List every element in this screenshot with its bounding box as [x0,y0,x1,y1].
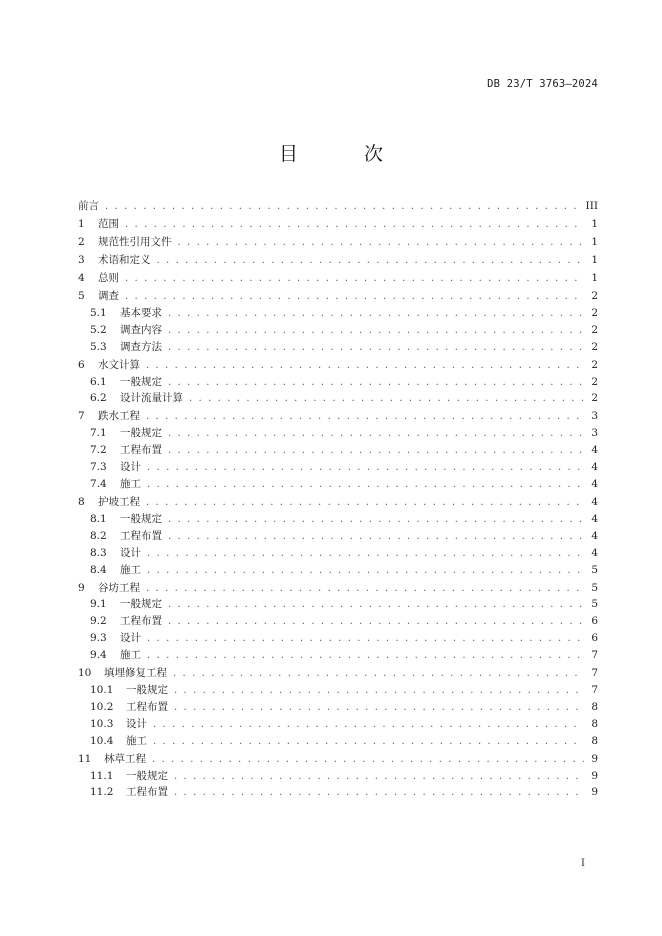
toc-entry[interactable] [78,786,598,799]
toc-entry[interactable] [78,307,598,320]
toc-entry-number: 10.4 [90,734,114,747]
dot-leader [147,564,584,577]
toc-entry[interactable] [78,735,598,748]
toc-entry-number: 3 [78,254,85,266]
toc-entry-page: 4 [591,529,598,542]
toc-entry-label: 施工 [126,734,147,747]
dot-leader [146,582,584,595]
toc-entry-page: 9 [591,786,598,799]
toc-entry[interactable] [78,324,598,337]
toc-entry[interactable] [78,564,598,577]
toc-entry-number: 8.4 [90,563,107,576]
toc-entry-page: 1 [591,218,598,230]
toc-entry[interactable] [78,582,598,595]
toc-entry[interactable] [78,427,598,440]
toc-entry-label: 前言 [78,200,99,212]
dot-leader [152,753,584,766]
dot-leader [168,615,584,628]
dot-leader [174,684,584,697]
dot-leader [147,478,584,491]
toc-entry-page: 5 [591,563,598,576]
dot-leader [146,359,584,372]
toc-entry-label: 设计 [120,461,141,474]
toc-entry-page: 1 [591,236,598,248]
toc-entry-number: 5.1 [90,306,107,319]
dot-leader [147,461,584,474]
toc-entry-label: 一般规定 [120,512,162,525]
toc-entry-number: 9.3 [90,632,107,645]
toc-entry[interactable] [78,341,598,354]
toc-entry[interactable] [78,615,598,628]
toc-entry-label: 一般规定 [126,769,168,782]
toc-entry[interactable] [78,718,598,731]
toc-entry-page: 9 [591,769,598,782]
dot-leader [168,427,584,440]
dot-leader [173,667,584,680]
toc-entry[interactable] [78,200,598,213]
toc-entry-label: 工程布置 [120,615,162,628]
toc-entry-number: 5 [78,290,85,302]
toc-entry-number: 7.2 [90,444,107,457]
toc-entry-number: 4 [78,272,85,284]
toc-entry-label: 林草工程 [104,752,146,765]
toc-entry-label: 基本要求 [120,306,162,319]
dot-leader [178,236,585,249]
dot-leader [174,786,584,799]
toc-entry[interactable] [78,218,598,231]
toc-entry-label: 工程布置 [126,700,168,713]
toc-entry-page: III [585,200,598,212]
toc-entry-number: 8.3 [90,546,107,559]
dot-leader [146,410,584,423]
dot-leader [125,218,584,231]
toc-entry-number: 9.2 [90,615,107,628]
toc-entry-number: 10.2 [90,700,114,713]
dot-leader [168,307,584,320]
dot-leader [147,632,584,645]
toc-entry[interactable] [78,359,598,372]
toc-entry-label: 总则 [98,272,119,284]
toc-entry-number: 7.1 [90,427,107,440]
toc-entry-label: 施工 [120,478,141,491]
toc-entry[interactable] [78,513,598,526]
toc-entry-number: 11.2 [90,786,114,799]
toc-entry-page: 9 [591,752,598,765]
page-number: I [581,858,585,869]
toc-entry-label: 施工 [120,563,141,576]
dot-leader [147,547,584,560]
dot-leader [168,530,584,543]
toc-entry-number: 6 [78,358,85,371]
toc-entry-page: 2 [591,392,598,405]
toc-entry[interactable] [78,770,598,783]
toc-entry[interactable] [78,392,598,405]
dot-leader [125,290,584,303]
toc-entry-label: 跌水工程 [98,410,140,423]
toc-entry[interactable] [78,478,598,491]
toc-entry-page: 2 [591,323,598,336]
toc-entry-label: 填埋修复工程 [104,667,167,680]
toc-entry-number: 11 [78,752,92,765]
toc-entry-label: 设计 [120,632,141,645]
toc-entry-number: 6.2 [90,392,107,405]
toc-entry-label: 一般规定 [126,684,168,697]
toc-entry-page: 7 [591,649,598,662]
dot-leader [168,598,584,611]
toc-entry-page: 4 [591,461,598,474]
toc-entry-label: 规范性引用文件 [98,236,172,248]
dot-leader [174,701,584,714]
toc-entry-label: 一般规定 [120,375,162,388]
toc-entry-label: 调查内容 [120,323,162,336]
toc-entry-page: 4 [591,546,598,559]
toc-entry-number: 8 [78,496,85,509]
dot-leader [168,324,584,337]
toc-entry-label: 设计 [120,546,141,559]
toc-entry-number: 8.2 [90,529,107,542]
dot-leader [168,513,584,526]
toc-entry-page: 5 [591,581,598,594]
dot-leader [147,649,584,662]
toc-entry[interactable] [78,376,598,389]
toc-entry-page: 6 [591,632,598,645]
toc-entry[interactable] [78,530,598,543]
toc-entry-label: 一般规定 [120,427,162,440]
toc-entry-label: 范围 [98,218,119,230]
toc-entry-label: 调查方法 [120,340,162,353]
toc-entry-page: 2 [591,340,598,353]
toc-entry-page: 1 [591,254,598,266]
toc-entry-number: 8.1 [90,512,107,525]
toc-entry[interactable] [78,649,598,662]
dot-leader [168,444,584,457]
toc-entry-number: 5.2 [90,323,107,336]
dot-leader [189,392,584,405]
toc-entry-number: 10.3 [90,717,114,730]
toc-entry-page: 7 [591,667,598,680]
toc-entry[interactable] [78,444,598,457]
toc-entry-page: 7 [591,684,598,697]
toc-entry-page: 3 [591,410,598,423]
toc-entry-page: 6 [591,615,598,628]
toc-entry[interactable] [78,667,598,680]
dot-leader [168,341,584,354]
toc-entry[interactable] [78,701,598,714]
toc-entry-number: 5.3 [90,340,107,353]
dot-leader [146,496,584,509]
toc-entry-page: 2 [591,290,598,302]
toc-entry[interactable] [78,410,598,423]
toc-entry-label: 谷坊工程 [98,581,140,594]
toc-entry[interactable] [78,598,598,611]
dot-leader [153,718,584,731]
toc-entry[interactable] [78,254,598,267]
toc-entry-label: 护坡工程 [98,496,140,509]
page-title: 目 次 [278,143,414,165]
toc-entry[interactable] [78,272,598,285]
dot-leader [125,272,584,285]
table-of-contents [78,200,598,803]
toc-entry-label: 设计 [126,717,147,730]
toc-entry[interactable] [78,290,598,303]
toc-entry-number: 10 [78,667,92,680]
dot-leader [157,254,585,267]
toc-entry[interactable] [78,461,598,474]
toc-entry-number: 9 [78,581,85,594]
toc-entry-label: 调查 [98,290,119,302]
toc-entry-page: 2 [591,358,598,371]
toc-entry-page: 8 [591,700,598,713]
toc-entry-label: 设计流量计算 [120,392,183,405]
toc-entry-page: 1 [591,272,598,284]
toc-entry-number: 9.1 [90,598,107,611]
toc-entry-page: 4 [591,496,598,509]
toc-entry-label: 工程布置 [126,786,168,799]
toc-entry-number: 6.1 [90,375,107,388]
toc-entry-number: 7.3 [90,461,107,474]
toc-entry-label: 工程布置 [120,444,162,457]
toc-entry-number: 1 [78,218,85,230]
toc-entry-label: 工程布置 [120,529,162,542]
toc-entry-number: 11.1 [90,769,114,782]
toc-entry-page: 3 [591,427,598,440]
toc-entry-page: 2 [591,306,598,319]
toc-entry[interactable] [78,496,598,509]
toc-entry[interactable] [78,753,598,766]
toc-entry-number: 9.4 [90,649,107,662]
toc-entry-page: 8 [591,717,598,730]
toc-entry-page: 4 [591,444,598,457]
dot-leader [174,770,584,783]
toc-entry-number: 7 [78,410,85,423]
toc-entry-page: 8 [591,734,598,747]
toc-entry-label: 一般规定 [120,598,162,611]
document-code: DB 23/T 3763—2024 [487,78,598,90]
toc-entry-page: 4 [591,478,598,491]
toc-entry-page: 4 [591,512,598,525]
toc-entry[interactable] [78,236,598,249]
toc-entry[interactable] [78,632,598,645]
dot-leader [105,200,580,213]
toc-entry-page: 5 [591,598,598,611]
toc-entry[interactable] [78,684,598,697]
toc-entry-number: 7.4 [90,478,107,491]
toc-entry-page: 2 [591,375,598,388]
toc-entry[interactable] [78,547,598,560]
toc-entry-number: 2 [78,236,85,248]
dot-leader [153,735,584,748]
dot-leader [168,376,584,389]
toc-entry-label: 术语和定义 [98,254,151,266]
toc-entry-label: 水文计算 [98,358,140,371]
toc-entry-label: 施工 [120,649,141,662]
toc-entry-number: 10.1 [90,684,114,697]
